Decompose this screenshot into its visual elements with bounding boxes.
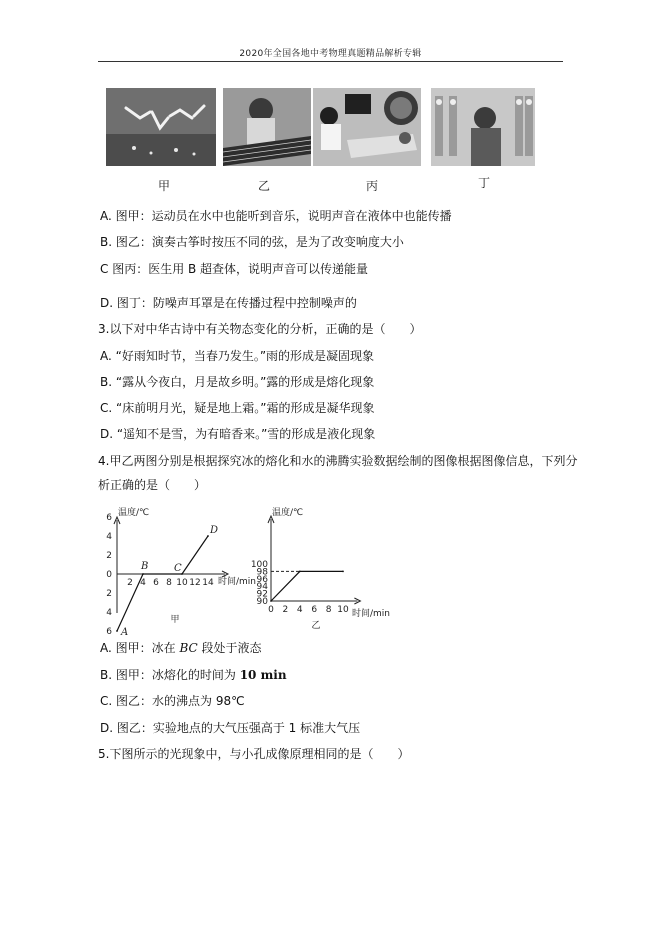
q2-option-a: A. 图甲：运动员在水中也能听到音乐，说明声音在液体中也能传播 bbox=[100, 209, 452, 223]
chart-jia-xtick: 8 bbox=[166, 578, 172, 588]
chart-yi-xtick: 0 bbox=[268, 605, 274, 615]
q2-option-c: C 图丙：医生用 B 超查体，说明声音可以传递能量 bbox=[100, 262, 369, 276]
chart-jia-point-label: B bbox=[141, 561, 149, 572]
chart-jia-xtick: 4 bbox=[140, 578, 146, 588]
page-header: 2020年全国各地中考物理真题精品解析专辑 bbox=[239, 49, 422, 59]
photo-caption-yi: 乙 bbox=[258, 179, 271, 193]
chart-yi-xtick: 2 bbox=[282, 605, 289, 615]
chart-jia-ytick: 4 bbox=[106, 532, 112, 542]
chart-jia-xtick: 10 bbox=[176, 578, 188, 588]
chart-jia bbox=[96, 502, 257, 638]
photo-guzheng bbox=[223, 88, 311, 166]
photo-caption-bing: 丙 bbox=[366, 179, 379, 193]
chart-yi-point bbox=[299, 571, 301, 573]
q4-stem-line1: 4.甲乙两图分别是根据探究冰的熔化和水的沸腾实验数据绘制的图像根据图像信息，下列分 bbox=[98, 454, 578, 468]
chart-yi-ytick: 90 bbox=[256, 597, 268, 607]
chart-jia-xtick: 12 bbox=[189, 578, 201, 588]
q4-option-a-segment: BC bbox=[179, 641, 198, 655]
chart-jia-xtick: 14 bbox=[202, 578, 214, 588]
chart-jia-ylabel: 温度/℃ bbox=[118, 508, 150, 518]
chart-jia-xlabel: 时间/min bbox=[218, 577, 257, 587]
chart-jia-ytick: 2 bbox=[106, 589, 112, 599]
chart-jia-ytick: 2 bbox=[106, 551, 112, 561]
photo-swimmers bbox=[106, 88, 216, 166]
chart-yi-series-line bbox=[271, 571, 343, 601]
header-rule bbox=[98, 61, 563, 62]
q2-option-d: D. 图丁：防噪声耳罩是在传播过程中控制噪声的 bbox=[100, 296, 357, 310]
photo-caption-ding: 丁 bbox=[478, 176, 491, 190]
chart-jia-point bbox=[142, 573, 144, 575]
chart-jia-ytick: 6 bbox=[106, 513, 112, 523]
q4-option-a-pre: A. 图甲：冰在 bbox=[100, 641, 180, 655]
q3-option-a: A. “好雨知时节，当春乃发生。”雨的形成是凝固现象 bbox=[100, 349, 375, 363]
q4-stem-line2: 析正确的是（ ） bbox=[98, 478, 207, 492]
q3-option-b: B. “露从今夜白，月是故乡明。”露的形成是熔化现象 bbox=[100, 375, 375, 389]
q4-option-a bbox=[100, 639, 262, 656]
chart-jia-point-label: D bbox=[210, 525, 219, 536]
q4-option-d: D. 图乙：实验地点的大气压强高于 1 标准大气压 bbox=[100, 721, 361, 735]
chart-yi-ytick: 98 bbox=[256, 567, 268, 578]
q4-option-a-post: 段处于液态 bbox=[197, 641, 262, 655]
chart-jia-ytick: 6 bbox=[106, 627, 112, 637]
q4-option-c: C. 图乙：水的沸点为 98℃ bbox=[100, 694, 245, 708]
chart-yi-xtick: 4 bbox=[296, 605, 303, 615]
q3-stem: 3.以下对中华古诗中有关物态变化的分析，正确的是（ ） bbox=[98, 322, 422, 336]
chart-jia-point bbox=[116, 630, 118, 632]
chart-yi-title: 乙 bbox=[311, 621, 321, 631]
chart-jia-ytick: 4 bbox=[106, 608, 112, 618]
q4-option-b bbox=[100, 666, 287, 683]
chart-yi-xtick: 8 bbox=[325, 605, 332, 615]
chart-yi-xlabel: 时间/min bbox=[352, 609, 391, 619]
chart-jia-point-label: A bbox=[121, 627, 129, 638]
q4-option-b-pre: B. 图甲：冰熔化的时间为 bbox=[100, 668, 240, 682]
chart-yi-ytick: 92 bbox=[256, 589, 268, 600]
photo-earmuffs bbox=[431, 88, 535, 166]
chart-jia-point bbox=[207, 535, 209, 537]
chart-yi-ytick: 96 bbox=[256, 574, 268, 585]
chart-yi-ylabel: 温度/℃ bbox=[272, 508, 304, 518]
photo-caption-jia: 甲 bbox=[158, 179, 171, 193]
chart-yi-xtick: 10 bbox=[337, 605, 349, 615]
chart-yi-point bbox=[270, 600, 272, 602]
chart-yi-point bbox=[342, 571, 344, 573]
chart-yi-ytick: 94 bbox=[256, 582, 268, 593]
chart-yi bbox=[250, 502, 404, 634]
chart-jia-point-label: C bbox=[174, 563, 182, 574]
chart-yi-xtick: 6 bbox=[311, 605, 318, 615]
q3-option-c: C. “床前明月光，疑是地上霜。”霜的形成是凝华现象 bbox=[100, 401, 375, 415]
chart-jia-title: 甲 bbox=[170, 615, 180, 625]
chart-jia-xtick: 6 bbox=[153, 578, 159, 588]
q2-option-b: B. 图乙：演奏古筝时按压不同的弦，是为了改变响度大小 bbox=[100, 235, 404, 249]
q4-option-b-value: 10 min bbox=[239, 668, 287, 682]
chart-jia-ytick: 0 bbox=[106, 570, 112, 580]
chart-jia-xtick: 2 bbox=[127, 578, 133, 588]
photo-ultrasound bbox=[313, 88, 421, 166]
q5-stem: 5.下图所示的光现象中，与小孔成像原理相同的是（ ） bbox=[98, 747, 410, 761]
chart-yi-ytick: 100 bbox=[250, 560, 268, 570]
q3-option-d: D. “遥知不是雪，为有暗香来。”雪的形成是液化现象 bbox=[100, 427, 376, 441]
